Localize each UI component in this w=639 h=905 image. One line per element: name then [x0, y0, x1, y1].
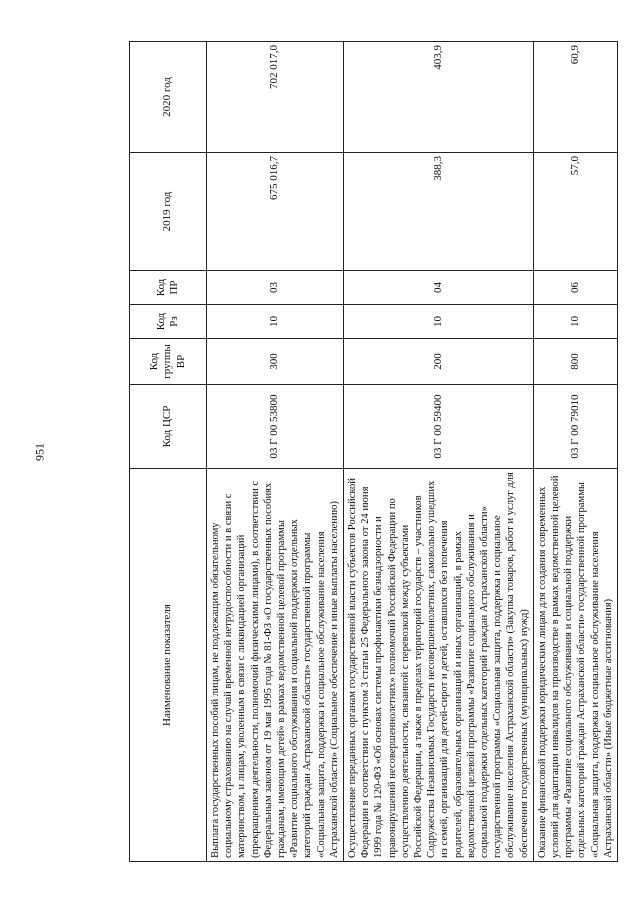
- header-row: [130, 42, 207, 862]
- row-vr: 200: [344, 339, 534, 385]
- row-csr: 03 Г 00 59400: [344, 385, 534, 469]
- row-pr: 03: [207, 271, 344, 305]
- row-rz: 10: [344, 305, 534, 339]
- row-2019: 388,3: [344, 153, 534, 271]
- row-2019: 57,0: [533, 153, 617, 271]
- header-name: Наименование показателя: [130, 469, 207, 862]
- row-pr: 04: [344, 271, 534, 305]
- header-vr: Код группы ВР: [130, 339, 207, 385]
- row-vr: 300: [207, 339, 344, 385]
- row-2020: 702 017,0: [207, 42, 344, 153]
- header-2019: 2019 год: [130, 153, 207, 271]
- table-row: [207, 42, 344, 862]
- row-name: Осуществление переданных органам государственной власти субъектов Российской Федерации в соответствии с пунктом 3 статьи 25 Федерального закона от 24 июня 1999 года № 120-ФЗ «Об основах системы профилактики безнадзорности и правонарушений несовершеннолетних» полномочий Российской Федерации по осуществлению деятельности, связанной с перевозкой между субъектами Российской Федерации, а также в пределах территорий государств – участников Содружества Независимых Государств несовершеннолетних, самовольно ушедших из семей, организаций для детей-сирот и детей, оставшихся без попечения родителей, образовательных организаций и иных организаций, в рамках ведомственной целевой программы «Развитие социального обслуживания и социальной поддержки отдельных категорий граждан Астраханской области» государственной программы «Социальная защита, поддержка и социальное обслуживание населения Астраханской области» (Закупка товаров, работ и услуг для обеспечения государственных (муниципальных) нужд): [344, 469, 534, 862]
- table-row: [533, 42, 617, 862]
- row-name: Выплата государственных пособий лицам, не подлежащим обязательному социальному страхованию на случай временной нетрудоспособности и в связи с материнством, и лицам, уволенным в связи с ликвидацией организаций (прекращением деятельности, полномочий физическими лицами), в соответствии с Федеральным законом от 19 мая 1995 года № 81-ФЗ «О государственных пособиях гражданам, имеющим детей» в рамках ведомственной целевой программы «Развитие социального обслуживания и социальной поддержки отдельных категорий граждан Астраханской области» государственной программы «Социальная защита, поддержка и социальное обслуживание населения Астраханской области» (Социальное обеспечение и иные выплаты населению): [207, 469, 344, 862]
- header-csr: Код ЦСР: [130, 385, 207, 469]
- table-row: [344, 42, 534, 862]
- row-2019: 675 016,7: [207, 153, 344, 271]
- header-pr: Код ПР: [130, 271, 207, 305]
- row-2020: 403,9: [344, 42, 534, 153]
- header-2020: 2020 год: [130, 42, 207, 153]
- row-vr: 800: [533, 339, 617, 385]
- row-rz: 10: [533, 305, 617, 339]
- row-2020: 60,9: [533, 42, 617, 153]
- page-number: 951: [32, 443, 47, 461]
- row-csr: 03 Г 00 53800: [207, 385, 344, 469]
- row-pr: 06: [533, 271, 617, 305]
- row-name: Оказание финансовой поддержки юридическим лицам для создания современных условий для адаптации инвалидов на производстве в рамках ведомственной целевой программы «Развитие социального обслуживания и социальной поддержки отдельных категорий граждан Астраханской области» государственной программы «Социальная защита, поддержка и социальное обслуживание населения Астраханской области» (Иные бюджетные ассигнования): [533, 469, 617, 862]
- header-rz: Код Рз: [130, 305, 207, 339]
- rotated-table-container: [129, 42, 614, 862]
- row-rz: 10: [207, 305, 344, 339]
- row-csr: 03 Г 00 79010: [533, 385, 617, 469]
- budget-table: [129, 41, 618, 862]
